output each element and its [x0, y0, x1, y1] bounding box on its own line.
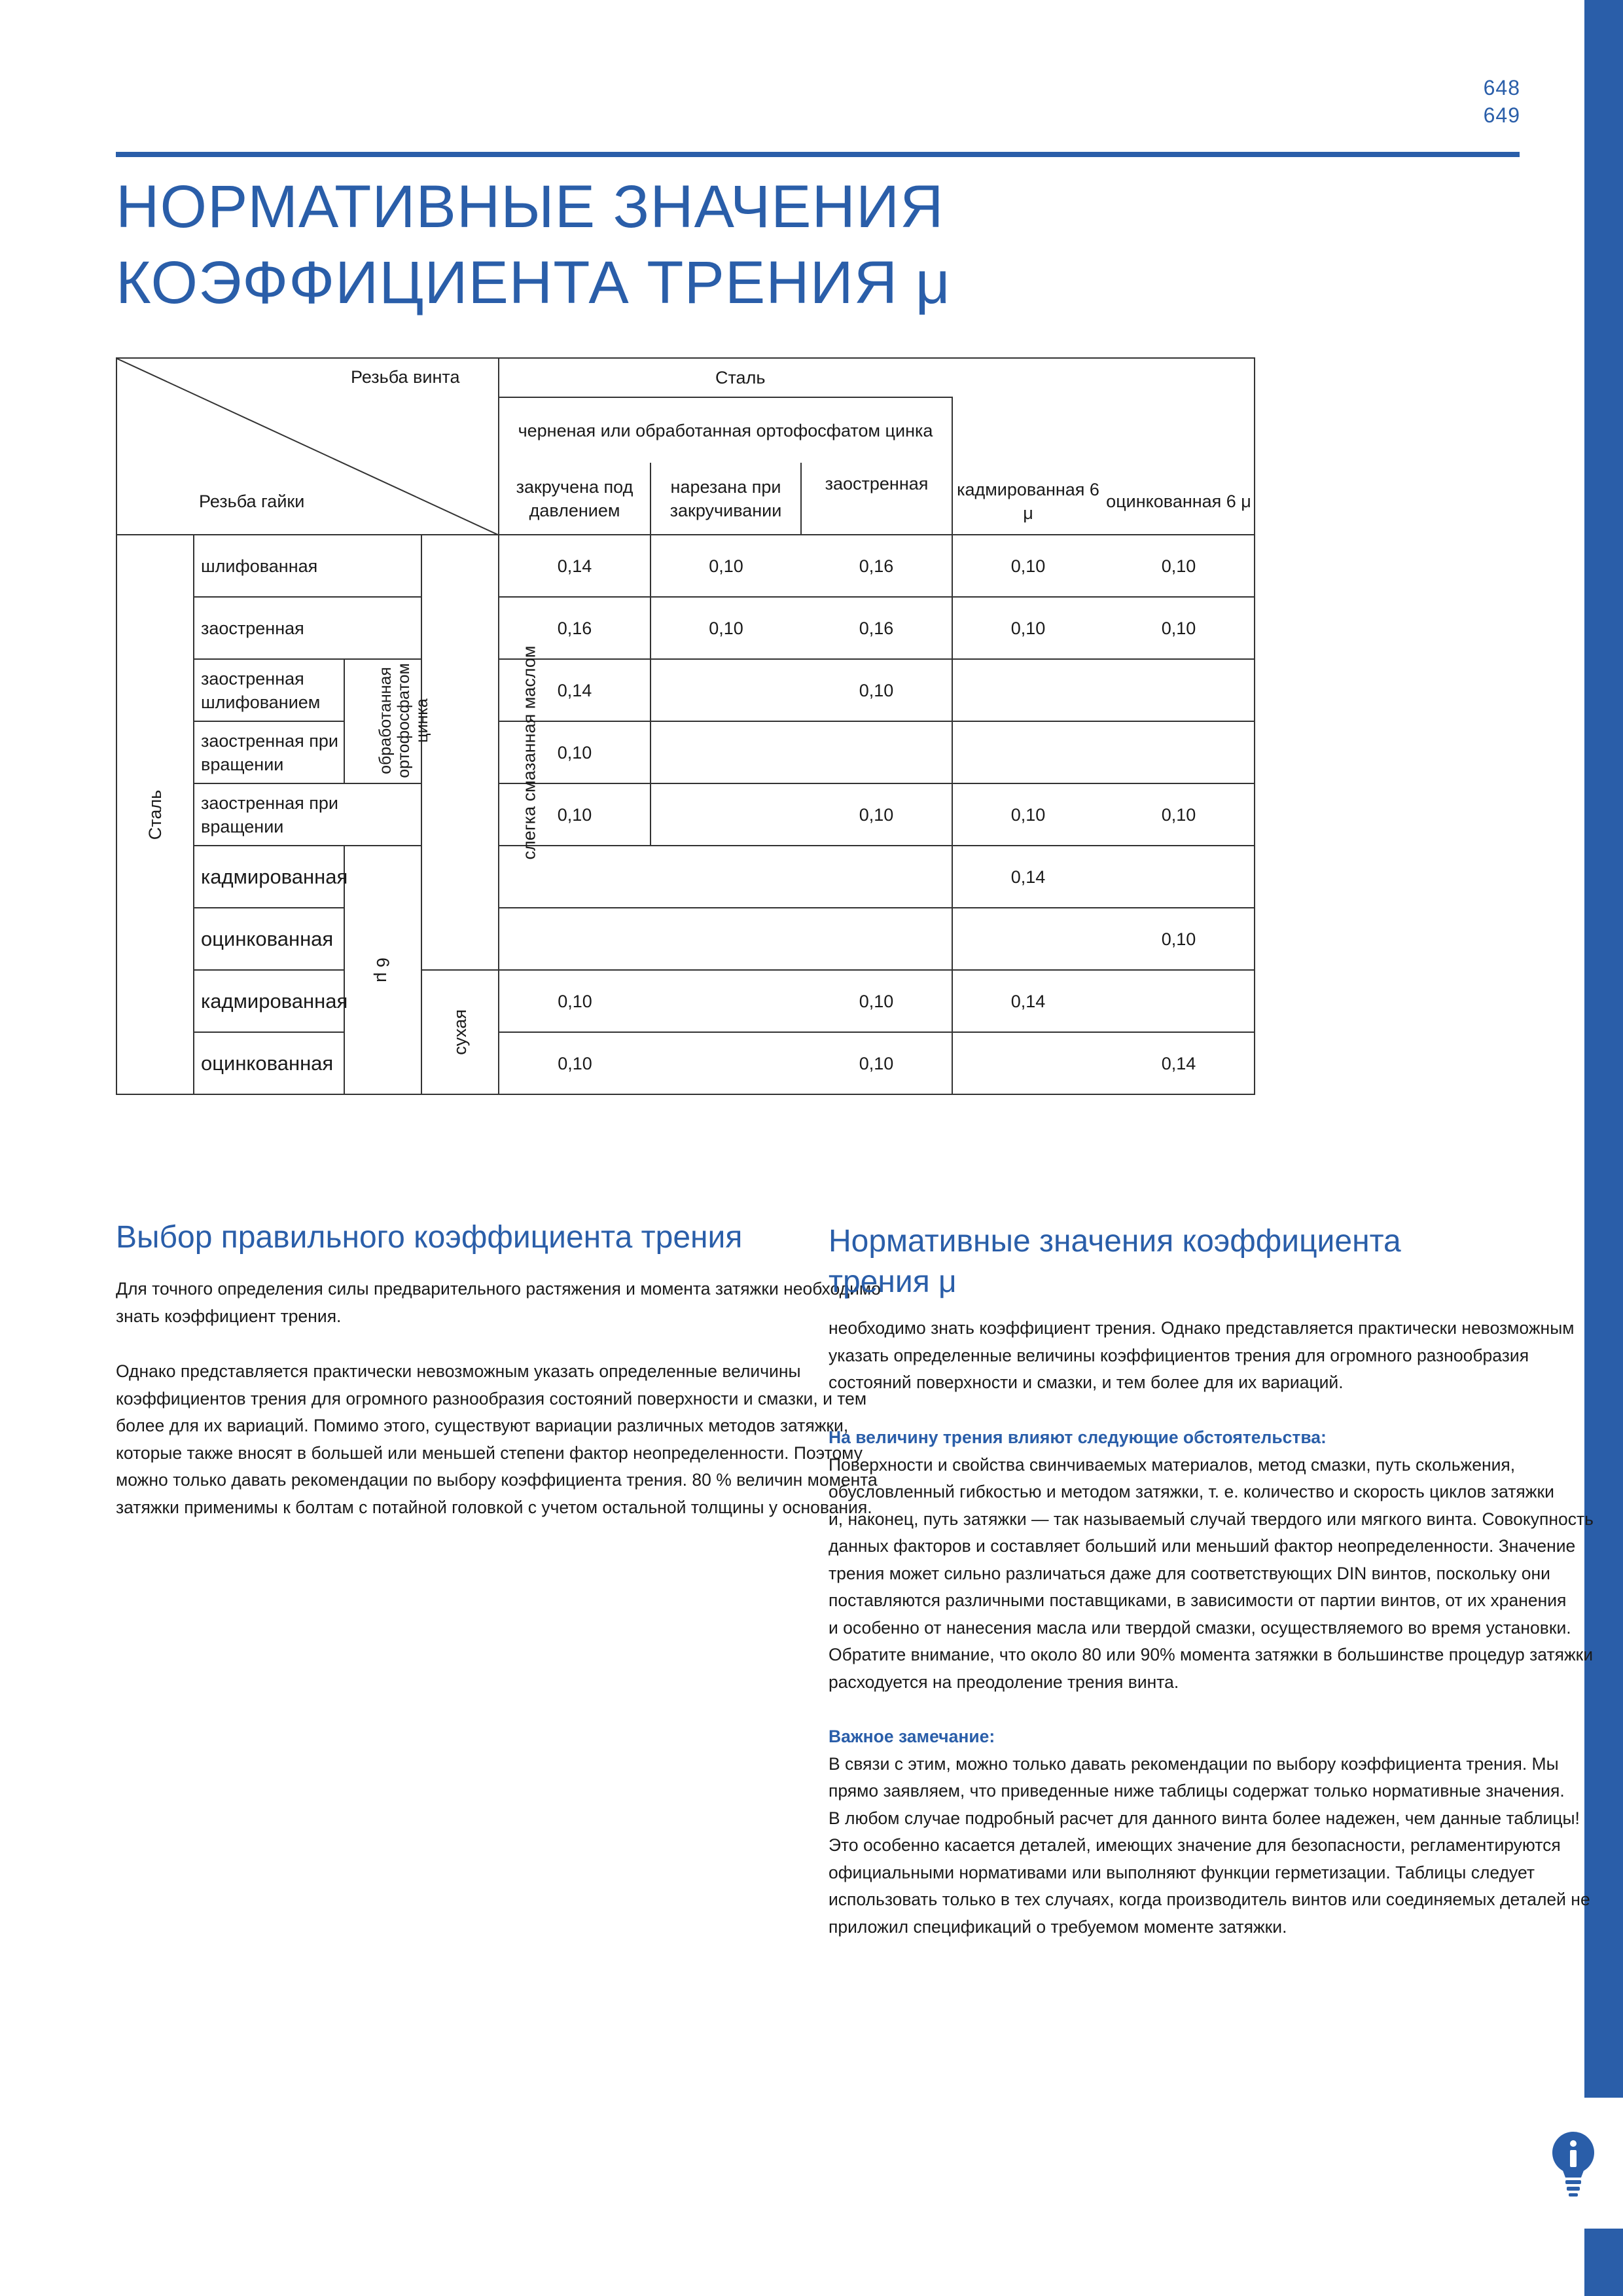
cell: [499, 908, 651, 970]
row-name: кадмированная: [194, 846, 344, 908]
text-line: коэффициентов трения для огромного разнообразия состояний поверхности и смазки, и тем: [116, 1388, 867, 1408]
row-name: заостренная при вращении: [194, 783, 421, 846]
header-rule: [116, 152, 1520, 157]
cell: [1103, 721, 1255, 783]
coated-header-space: [952, 397, 1255, 535]
text-line: прямо заявляем, что приведенные ниже таблицы содержат только нормативные значения.: [829, 1781, 1565, 1801]
info-bulb-icon: [1551, 2130, 1596, 2202]
cell: 0,14: [499, 535, 651, 597]
cell: [801, 721, 952, 783]
text-line: В любом случае подробный расчет для данного винта более надежен, чем данные таблицы!: [829, 1808, 1580, 1828]
cell: 0,10: [1103, 783, 1255, 846]
cell: 0,10: [499, 970, 651, 1032]
phosphate-label: обработанная ортофосфатом цинка: [376, 662, 431, 778]
cell: 0,16: [801, 597, 952, 659]
cell: 0,10: [952, 597, 1103, 659]
subheading-important: Важное замечание:: [829, 1727, 995, 1746]
cell: 0,14: [1103, 1032, 1255, 1094]
dry-cell: [421, 970, 499, 1094]
cell: [651, 659, 801, 721]
text-line: Это особенно касается деталей, имеющих значение для безопасности, регламентируются: [829, 1835, 1561, 1855]
col-galvanized: оцинкованная 6 μ: [1106, 492, 1251, 511]
page-numbers: [1484, 74, 1520, 129]
cell: [801, 846, 952, 908]
left-paragraph-2: [116, 1358, 878, 1521]
cell: 0,10: [801, 783, 952, 846]
cell: [952, 659, 1103, 721]
text-line: Для точного определения силы предварительного растяжения и момента затяжки необходимо: [116, 1279, 881, 1299]
text-line: необходимо знать коэффициент трения. Однако представляется практически невозможным: [829, 1318, 1575, 1338]
cell: [651, 908, 801, 970]
row-name: шлифованная: [194, 535, 421, 597]
cell: 0,10: [801, 970, 952, 1032]
text-line: обусловленный гибкостью и методом затяжки, т. е. количество и скорость циклов затяжки: [829, 1482, 1554, 1501]
left-heading-text: Выбор правильного коэффициента трения: [116, 1220, 743, 1255]
text-line: которые также вносят в большей или меньшей степени фактор неопределенности. Поэтому: [116, 1443, 863, 1463]
row-name: заостренная: [194, 597, 421, 659]
dry-label: сухая: [450, 1009, 470, 1055]
col-pressed: закручена под давлением: [499, 463, 651, 535]
text-line: Обратите внимание, что около 80 или 90% момента затяжки в большинстве процедур затяжки: [829, 1645, 1594, 1664]
right-paragraph-1: [829, 1315, 1574, 1397]
phosphate-cell: [344, 659, 431, 783]
right-paragraph-3: [829, 1723, 1590, 1941]
text-line: и особенно от нанесения масла или твердой смазки, осуществляемого во время установки.: [829, 1617, 1571, 1638]
cell: 0,10: [499, 721, 651, 783]
cell: [952, 1032, 1103, 1094]
text-line: приложил спецификаций о требуемом моменте затяжки.: [829, 1916, 1287, 1937]
cell: 0,10: [651, 535, 801, 597]
text-line: и, наконец, путь затяжки — так называемый случай твердого или мягкого винта. Совокупность: [829, 1509, 1594, 1529]
light-oil-label: слегка смазанная маслом: [519, 645, 539, 859]
text-line: Однако представляется практически невозможным указать определенные величины: [116, 1361, 801, 1381]
cell: 0,16: [499, 597, 651, 659]
col-cut: нарезана при закручивании: [651, 463, 801, 535]
subheading-factors: На величину трения влияют следующие обстоятельства:: [829, 1427, 1327, 1447]
col-sharp: заостренная: [801, 463, 952, 535]
cell: 0,14: [952, 970, 1103, 1032]
cell: 0,10: [499, 1032, 651, 1094]
side-accent-bar: [1584, 0, 1623, 2296]
text-line: поставляются различными поставщиками, в зависимости от партии винтов, от их хранения: [829, 1590, 1567, 1610]
right-paragraph-2: [829, 1424, 1594, 1696]
cell: 0,10: [1103, 908, 1255, 970]
right-heading-line-2: трения μ: [829, 1265, 957, 1299]
text-line: более для их вариаций. Помимо этого, существуют вариации различных методов затяжки,: [116, 1416, 849, 1435]
cell: 0,10: [1103, 597, 1255, 659]
text-line: использовать только в тех случаях, когда производитель винтов или соединяемых деталей не: [829, 1890, 1590, 1909]
cell: 0,14: [952, 846, 1103, 908]
right-heading: [829, 1221, 1401, 1302]
cell: 0,16: [801, 535, 952, 597]
page-number-left: 648: [1483, 76, 1520, 99]
text-line: состояний поверхности и смазки, и тем более для их вариаций.: [829, 1372, 1344, 1392]
cell: [952, 721, 1103, 783]
mu-cell: [344, 846, 421, 1094]
row-name: оцинкованная: [194, 908, 344, 970]
row-name: оцинкованная: [194, 1032, 344, 1094]
row-name: заостренная при вращении: [194, 721, 344, 783]
text-line: трения может сильно различаться даже для соответствующих DIN винтов, поскольку они: [829, 1563, 1550, 1583]
cell: [651, 970, 801, 1032]
cell: [651, 1032, 801, 1094]
text-line: Поверхности и свойства свинчиваемых материалов, метод смазки, путь скольжения,: [829, 1454, 1516, 1475]
left-heading: [116, 1217, 742, 1258]
cell: [801, 908, 952, 970]
cell: 0,10: [499, 783, 651, 846]
friction-table: [116, 357, 1255, 1095]
light-oil-cell: [421, 535, 539, 970]
text-line: данных факторов и составляет больший или меньший фактор неопределенности. Значение: [829, 1536, 1576, 1556]
cell: 0,10: [1103, 535, 1255, 597]
cell: [651, 846, 801, 908]
cell: 0,10: [952, 783, 1103, 846]
mu-label: 6 μ: [372, 957, 393, 983]
row-name: кадмированная: [194, 970, 344, 1032]
cell: 0,14: [499, 659, 651, 721]
text-line: затяжки применимы к болтам с потайной головкой с учетом остальной толщины у основания.: [116, 1497, 872, 1517]
steel-header: Сталь: [499, 358, 1255, 397]
cell: [1103, 846, 1255, 908]
cell: [1103, 659, 1255, 721]
cell: [952, 908, 1103, 970]
table-corner-cell: [116, 358, 499, 535]
col-cadmium: кадмированная 6 μ: [957, 480, 1099, 523]
cell: 0,10: [801, 1032, 952, 1094]
text-line: В связи с этим, можно только давать рекомендации по выбору коэффициента трения. Мы: [829, 1753, 1559, 1774]
cell: 0,10: [952, 535, 1103, 597]
nut-thread-label: Резьба гайки: [199, 492, 305, 511]
row-name: заостренная шлифованием: [194, 659, 344, 721]
page-number-right: 649: [1483, 103, 1520, 127]
text-line: можно только давать рекомендации по выбору коэффициента трения. 80 % величин момента: [116, 1470, 878, 1490]
cell: [651, 721, 801, 783]
cell: 0,10: [651, 597, 801, 659]
screw-thread-label: Резьба винта: [351, 367, 460, 387]
text-line: указать определенные величины коэффициентов трения для огромного разнообразия: [829, 1345, 1529, 1365]
page-title: [116, 169, 951, 321]
text-line: официальными нормативами или выполняют функции герметизации. Таблицы следует: [829, 1862, 1535, 1882]
cell: 0,10: [801, 659, 952, 721]
right-heading-line-1: Нормативные значения коэффициента: [829, 1224, 1401, 1259]
left-paragraph-1: [116, 1276, 881, 1330]
cell: [1103, 970, 1255, 1032]
cell: [651, 783, 801, 846]
title-line-1: НОРМАТИВНЫЕ ЗНАЧЕНИЯ: [116, 173, 944, 240]
title-line-2: КОЭФФИЦИЕНТА ТРЕНИЯ μ: [116, 249, 951, 316]
blackened-header: черненая или обработанная ортофосфатом цинка: [499, 397, 952, 463]
group-steel-label: Сталь: [145, 789, 165, 840]
text-line: знать коэффициент трения.: [116, 1306, 342, 1326]
text-line: расходуется на преодоление трения винта.: [829, 1672, 1179, 1692]
group-steel-cell: [116, 535, 194, 1094]
